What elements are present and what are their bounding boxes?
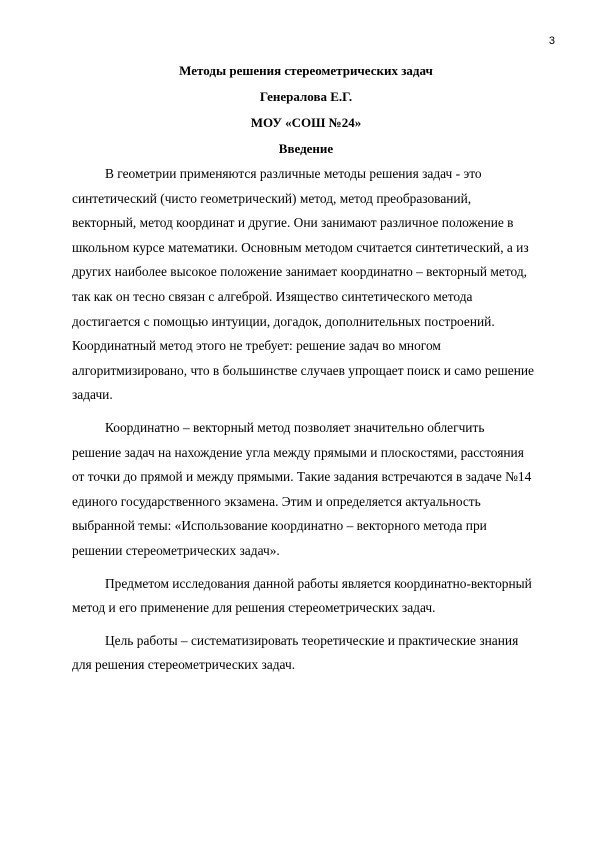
text-line: задачи. bbox=[72, 387, 113, 403]
author-name: Генералова Е.Г. bbox=[259, 89, 353, 104]
paragraph-relevance bbox=[72, 416, 540, 564]
text-line: школьном курсе математики. Основным методом считается синтетический, а из bbox=[72, 239, 529, 255]
text-line: Координатный метод этого не требует: решение задач во многом bbox=[72, 338, 441, 354]
paragraph-goal bbox=[72, 629, 540, 678]
text-line: единого государственного экзамена. Этим и определяется актуальность bbox=[72, 493, 481, 509]
text-line: решение задач на нахождение угла между прямыми и плоскостями, расстояния bbox=[72, 444, 524, 460]
document-title: Методы решения стереометрических задач bbox=[179, 63, 433, 78]
text-line: векторный, метод координат и другие. Они занимают различное положение в bbox=[72, 215, 514, 231]
page-number: 3 bbox=[548, 35, 555, 47]
section-heading: Введение bbox=[278, 141, 334, 156]
text-line: алгоритмизировано, что в большинстве случаев упрощает поиск и само решение bbox=[72, 362, 534, 378]
paragraph-introduction bbox=[72, 162, 540, 408]
text-line: выбранной темы: «Использование координатно – векторного метода при bbox=[72, 518, 487, 534]
document-body bbox=[72, 63, 540, 686]
text-line: В геометрии применяются различные методы решения задач - это bbox=[105, 166, 482, 181]
text-line: Предметом исследования данной работы является координатно-векторный bbox=[105, 575, 532, 591]
text-line: для решения стереометрических задач. bbox=[72, 657, 296, 673]
text-line: решении стереометрических задач». bbox=[72, 542, 280, 558]
text-line: Координатно – векторный метод позволяет значительно облегчить bbox=[105, 419, 485, 435]
text-line: других наиболее высокое положение занимает координатно – векторный метод, bbox=[72, 264, 527, 280]
text-line: достигается с помощью интуиции, догадок, дополнительных построений. bbox=[72, 313, 495, 329]
school-name: МОУ «СОШ №24» bbox=[250, 115, 362, 130]
text-line: метод и его применение для решения стереометрических задач. bbox=[72, 600, 436, 616]
text-line: так как он тесно связан с алгеброй. Изящество синтетического метода bbox=[72, 288, 473, 304]
text-line: Цель работы – систематизировать теоретические и практические знания bbox=[105, 632, 519, 648]
paragraph-subject bbox=[72, 572, 540, 621]
text-line: от точки до прямой и между прямыми. Такие задания встречаются в задаче №14 bbox=[72, 469, 532, 485]
text-line: синтетический (чисто геометрический) метод, метод преобразований, bbox=[72, 190, 472, 206]
